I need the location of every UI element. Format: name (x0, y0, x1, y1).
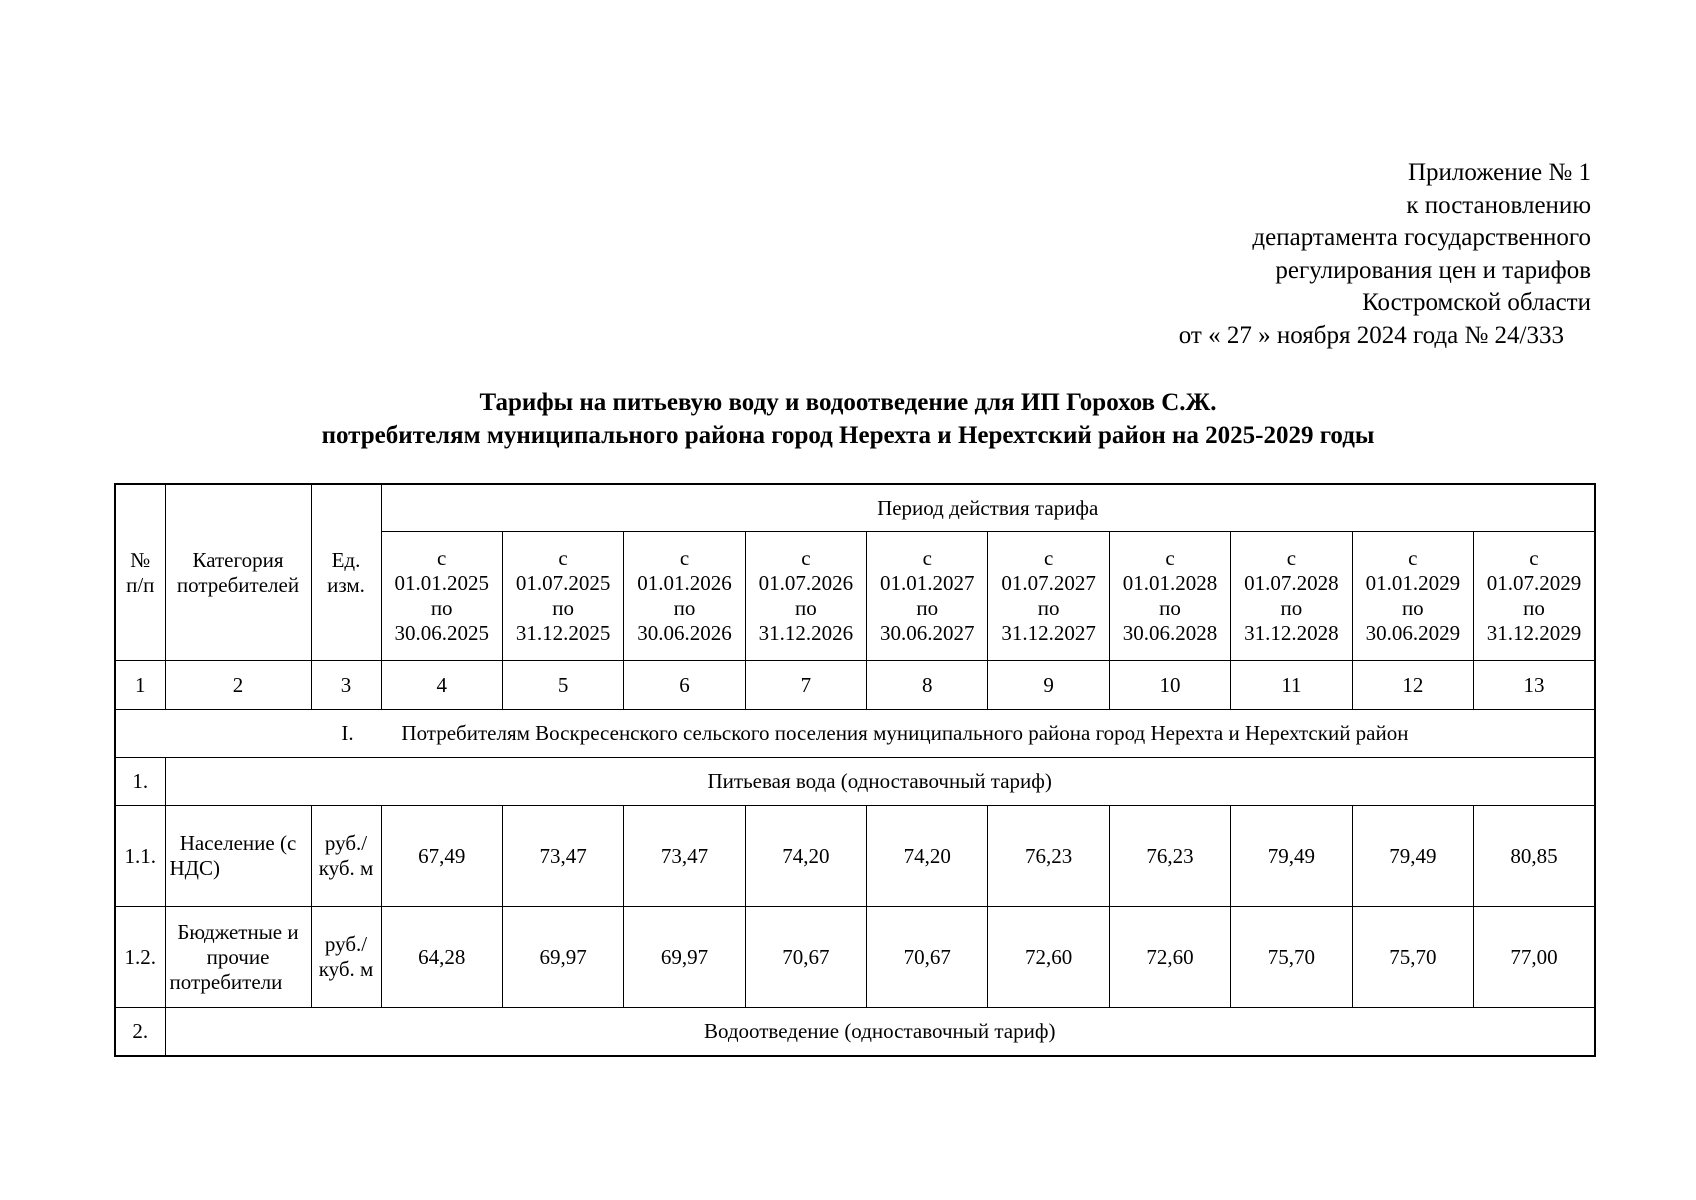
row-unit: руб./ куб. м (311, 806, 381, 907)
column-number-cell: 10 (1109, 661, 1230, 710)
period-end: 31.12.2027 (1001, 621, 1096, 645)
group-index: 2. (115, 1008, 165, 1057)
tariff-value-cell: 74,20 (867, 806, 988, 907)
period-to: по (1401, 596, 1424, 620)
period-start: 01.01.2027 (880, 571, 975, 595)
period-to: по (1037, 596, 1060, 620)
period-header-cell (988, 532, 1109, 661)
tariff-value-cell: 75,70 (1352, 907, 1473, 1008)
row-category: Население (с НДС) (165, 806, 311, 907)
tariff-value-cell: 74,20 (745, 806, 866, 907)
table-row (115, 806, 1595, 907)
column-number-cell: 12 (1352, 661, 1473, 710)
period-header-cell (745, 532, 866, 661)
table-row (115, 907, 1595, 1008)
period-from: с (1286, 546, 1297, 570)
period-header-cell (1474, 532, 1595, 661)
column-number-cell: 6 (624, 661, 745, 710)
column-number-cell: 11 (1231, 661, 1352, 710)
tariff-value-cell: 69,97 (624, 907, 745, 1008)
header-unit: Ед. изм. (311, 484, 381, 661)
period-start: 01.07.2029 (1486, 571, 1582, 595)
period-to: по (794, 596, 817, 620)
tariff-value-cell: 75,70 (1231, 907, 1352, 1008)
period-to: по (916, 596, 939, 620)
period-from: с (437, 546, 447, 570)
period-from: с (1043, 546, 1054, 570)
period-start: 01.01.2026 (637, 571, 732, 595)
period-end: 31.12.2025 (515, 621, 611, 645)
period-header-cell (502, 532, 623, 661)
header-row-period (115, 484, 1595, 532)
period-from: с (1408, 546, 1418, 570)
period-to: по (1523, 596, 1545, 620)
period-header-cell (1109, 532, 1230, 661)
tariff-value-cell: 73,47 (502, 806, 623, 907)
tariff-value-cell: 64,28 (381, 907, 502, 1008)
tariff-value-cell: 73,47 (624, 806, 745, 907)
period-start: 01.07.2027 (1001, 571, 1096, 595)
period-start: 01.07.2025 (515, 571, 611, 595)
column-number-cell: 7 (745, 661, 866, 710)
group-title: Питьевая вода (одноставочный тариф) (165, 758, 1595, 806)
period-header-cell (1352, 532, 1473, 661)
period-from: с (1529, 546, 1539, 570)
tariff-value-cell: 76,23 (988, 806, 1109, 907)
period-to: по (673, 596, 696, 620)
tariff-value-cell: 67,49 (381, 806, 502, 907)
column-number-cell: 9 (988, 661, 1109, 710)
title-line-2: потребителям муниципального района город Нерехта и Нерехтский район на 2025-2029 годы (321, 422, 1375, 449)
title-line-1: Тарифы на питьевую воду и водоотведение для ИП Горохов С.Ж. (479, 389, 1217, 416)
column-number-cell: 2 (165, 661, 311, 710)
tariff-value-cell: 72,60 (988, 907, 1109, 1008)
appendix-department: департамента государственного (1252, 224, 1591, 251)
appendix-number: Приложение № 1 (1407, 159, 1591, 186)
period-start: 01.01.2025 (394, 571, 489, 595)
row-category: Бюджетные и прочие потребители (165, 907, 311, 1008)
period-header-cell (867, 532, 988, 661)
period-end: 30.06.2026 (637, 621, 732, 645)
tariff-value-cell: 72,60 (1109, 907, 1230, 1008)
period-to: по (430, 596, 453, 620)
period-header-cell (1231, 532, 1352, 661)
period-from: с (922, 546, 932, 570)
period-from: с (1165, 546, 1175, 570)
tariff-value-cell: 76,23 (1109, 806, 1230, 907)
period-to: по (1280, 596, 1303, 620)
group-index: 1. (115, 758, 165, 806)
appendix-region: Костромской области (1362, 289, 1591, 316)
period-from: с (558, 546, 568, 570)
column-number-cell: 3 (311, 661, 381, 710)
tariff-table (114, 483, 1596, 1057)
section-row (115, 710, 1595, 758)
tariff-value-cell: 79,49 (1231, 806, 1352, 907)
period-start: 01.07.2026 (758, 571, 854, 595)
appendix-to-resolution: к постановлению (1406, 191, 1591, 219)
section-cell (115, 710, 1595, 758)
row-index: 1.2. (115, 907, 165, 1008)
period-to: по (1159, 596, 1181, 620)
appendix-regulation: регулирования цен и тарифов (1275, 256, 1591, 284)
period-from: с (679, 546, 690, 570)
appendix-date: от « 27 » ноября 2024 года № 24/333 (1178, 321, 1564, 349)
period-end: 31.12.2028 (1244, 621, 1339, 645)
section-text: Потребителям Воскресенского сельского поселения муниципального района город Нерехта и Нерехтский район (401, 721, 1409, 745)
tariff-value-cell: 70,67 (867, 907, 988, 1008)
period-header-cell (381, 532, 502, 661)
column-number-cell: 13 (1474, 661, 1595, 710)
group-title: Водоотведение (одноставочный тариф) (165, 1008, 1595, 1057)
period-header-cell (624, 532, 745, 661)
row-unit: руб./ куб. м (311, 907, 381, 1008)
row-index: 1.1. (115, 806, 165, 907)
header-num: № п/п (115, 484, 165, 661)
column-number-cell: 1 (115, 661, 165, 710)
period-start: 01.01.2029 (1365, 571, 1461, 595)
column-number-row (115, 661, 1595, 710)
period-to: по (552, 596, 574, 620)
document-title (0, 386, 1696, 452)
header-category: Категория потребителей (165, 484, 311, 661)
column-number-cell: 8 (867, 661, 988, 710)
section-roman: I. (341, 721, 354, 745)
tariff-value-cell: 70,67 (745, 907, 866, 1008)
tariff-value-cell: 69,97 (502, 907, 623, 1008)
column-number-cell: 4 (381, 661, 502, 710)
period-end: 31.12.2026 (758, 621, 854, 645)
period-end: 31.12.2029 (1486, 621, 1582, 645)
appendix-header (1179, 157, 1591, 352)
tariff-value-cell: 79,49 (1352, 806, 1473, 907)
period-end: 30.06.2028 (1122, 621, 1218, 645)
period-end: 30.06.2025 (394, 621, 489, 645)
group-row-wastewater (115, 1008, 1595, 1057)
header-period: Период действия тарифа (381, 484, 1595, 532)
period-end: 30.06.2029 (1365, 621, 1461, 645)
tariff-value-cell: 80,85 (1474, 806, 1595, 907)
group-row-drinking-water (115, 758, 1595, 806)
column-number-cell: 5 (502, 661, 623, 710)
period-start: 01.07.2028 (1244, 571, 1339, 595)
period-end: 30.06.2027 (880, 621, 975, 645)
period-from: с (801, 546, 811, 570)
tariff-value-cell: 77,00 (1474, 907, 1595, 1008)
period-start: 01.01.2028 (1122, 571, 1218, 595)
